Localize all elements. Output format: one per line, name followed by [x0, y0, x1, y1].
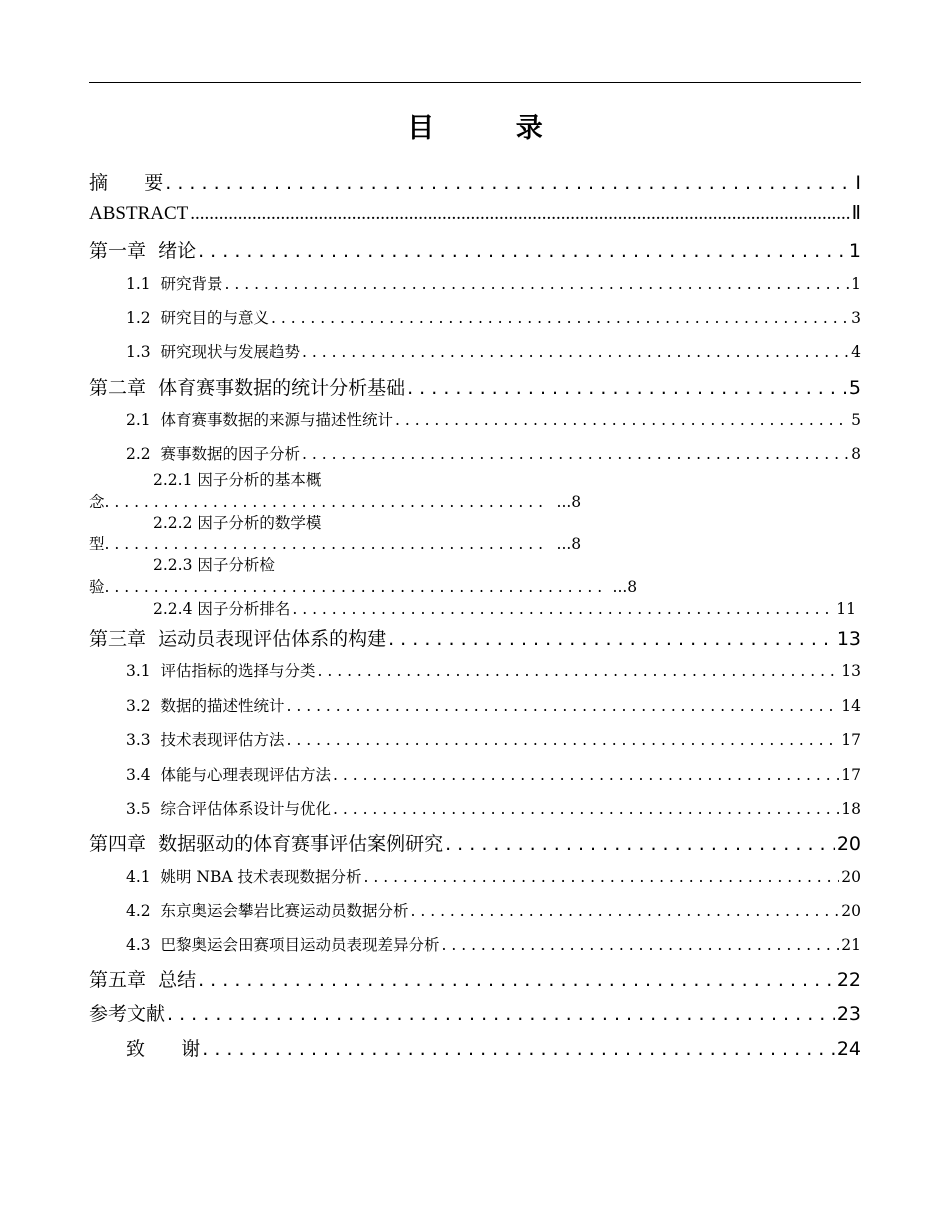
toc-entry-page: 17	[841, 731, 861, 749]
toc-entry-label: 1.3 研究现状与发展趋势	[126, 343, 301, 361]
toc-entry-page: 20	[836, 833, 861, 855]
toc-entry-label: 念	[89, 493, 105, 511]
toc-entry-subsection-2-2-4[interactable]	[153, 597, 856, 619]
toc-entry-label: 4.2 东京奥运会攀岩比赛运动员数据分析	[126, 902, 409, 920]
toc-entry-section-3-4[interactable]	[126, 763, 861, 785]
toc-entry-page: 11	[836, 600, 856, 618]
toc-entry-subsection-2-2-2-head[interactable]: 2.2.2 因子分析的数学模	[153, 514, 322, 532]
toc-entry-acknowledgements[interactable]	[126, 1034, 861, 1061]
toc-entry-page: 24	[836, 1038, 861, 1060]
toc-leader	[287, 731, 840, 749]
toc-entry-page: 20	[841, 868, 861, 886]
toc-leader	[333, 800, 839, 818]
toc-leader	[202, 1038, 835, 1060]
toc-leader	[190, 203, 849, 225]
toc-entry-abstract-cn[interactable]	[89, 168, 861, 195]
toc-entry-label: 2.1 体育赛事数据的来源与描述性统计	[126, 411, 394, 429]
toc-entry-page: 13	[836, 628, 861, 650]
toc-entry-page: 13	[841, 662, 861, 680]
toc-entry-page: ...8	[556, 493, 582, 511]
toc-entry-chapter-3[interactable]	[89, 624, 861, 651]
toc-leader	[318, 662, 840, 680]
toc-entry-section-4-1[interactable]	[126, 865, 861, 887]
toc-entry-page: 5	[848, 377, 861, 399]
toc-entry-section-4-2[interactable]	[126, 899, 861, 921]
toc-entry-label: 1.1 研究背景	[126, 275, 223, 293]
toc-leader	[165, 172, 853, 194]
toc-entry-subsection-2-2-1-tail[interactable]	[89, 490, 605, 512]
toc-leader	[105, 493, 545, 511]
toc-leader	[364, 868, 840, 886]
toc-entry-label: 第二章 体育赛事数据的统计分析基础	[89, 377, 406, 399]
toc-leader	[105, 535, 545, 553]
toc-entry-label: 4.1 姚明 NBA 技术表现数据分析	[126, 868, 362, 886]
toc-entry-page: ...8	[612, 578, 638, 596]
toc-entry-label: 3.5 综合评估体系设计与优化	[126, 800, 332, 818]
toc-entry-subsection-2-2-1-head[interactable]: 2.2.1 因子分析的基本概	[153, 471, 322, 489]
toc-leader	[292, 600, 834, 618]
toc-entry-page: Ⅱ	[851, 203, 861, 224]
toc-title: 目 录	[407, 113, 579, 144]
toc-entry-label: 3.3 技术表现评估方法	[126, 731, 285, 749]
toc-entry-abstract-en[interactable]	[89, 202, 861, 225]
toc-entry-references[interactable]	[89, 999, 861, 1026]
toc-entry-label: 参考文献	[89, 1003, 166, 1025]
toc-entry-page: 1	[848, 240, 861, 262]
toc-leader	[225, 275, 850, 293]
toc-entry-label: 第四章 数据驱动的体育赛事评估案例研究	[89, 833, 444, 855]
toc-entry-section-3-1[interactable]	[126, 659, 861, 681]
toc-entry-page: 5	[851, 411, 861, 429]
toc-entry-section-1-3[interactable]	[126, 340, 861, 362]
toc-leader	[333, 766, 839, 784]
toc-entry-chapter-4[interactable]	[89, 829, 861, 856]
toc-entry-section-1-2[interactable]	[126, 306, 861, 328]
toc-entry-label: 第三章 运动员表现评估体系的构建	[89, 628, 387, 650]
toc-entry-label: ABSTRACT	[89, 203, 189, 224]
toc-leader	[445, 833, 835, 855]
toc-entry-label: 3.2 数据的描述性统计	[126, 697, 285, 715]
toc-entry-label: 验	[89, 578, 105, 596]
toc-entry-section-4-3[interactable]	[126, 933, 861, 955]
toc-entry-subsection-2-2-2-tail[interactable]	[89, 532, 605, 554]
toc-entry-label: 第一章 绪论	[89, 240, 197, 262]
toc-entry-label: 2.2.4 因子分析排名	[153, 600, 291, 618]
toc-leader	[271, 309, 849, 327]
toc-leader	[442, 936, 840, 954]
toc-leader	[302, 343, 849, 361]
toc-entry-section-1-1[interactable]	[126, 272, 861, 294]
toc-entry-label: 1.2 研究目的与意义	[126, 309, 270, 327]
toc-entry-page: 3	[851, 309, 861, 327]
toc-entry-label: 摘 要	[89, 172, 164, 194]
toc-entry-chapter-2[interactable]	[89, 373, 861, 400]
toc-leader	[105, 578, 601, 596]
toc-leader	[198, 969, 835, 991]
header-rule	[89, 82, 861, 83]
toc-entry-label: 4.3 巴黎奥运会田赛项目运动员表现差异分析	[126, 936, 440, 954]
toc-entry-section-2-2[interactable]	[126, 442, 861, 464]
toc-leader	[395, 411, 849, 429]
toc-entry-page: 20	[841, 902, 861, 920]
toc-entry-page: 21	[841, 936, 861, 954]
toc-entry-page: 22	[836, 969, 861, 991]
toc-entry-section-3-3[interactable]	[126, 728, 861, 750]
toc-entry-label: 致 谢	[126, 1038, 201, 1060]
toc-entry-page: 18	[841, 800, 861, 818]
toc-entry-subsection-2-2-3-head[interactable]: 2.2.3 因子分析检	[153, 556, 275, 574]
toc-entry-page: 14	[841, 697, 861, 715]
toc-entry-label: 型	[89, 535, 105, 553]
toc-entry-page: 23	[836, 1003, 861, 1025]
toc-entry-section-3-5[interactable]	[126, 797, 861, 819]
toc-entry-page: 17	[841, 766, 861, 784]
toc-leader	[407, 377, 847, 399]
toc-entry-page: ...8	[556, 535, 582, 553]
toc-entry-chapter-5[interactable]	[89, 965, 861, 992]
toc-leader	[287, 697, 840, 715]
toc-entry-page: Ⅰ	[855, 172, 861, 194]
toc-leader	[302, 445, 849, 463]
toc-entry-section-2-1[interactable]	[126, 408, 861, 430]
toc-leader	[198, 240, 847, 262]
toc-entry-label: 3.1 评估指标的选择与分类	[126, 662, 316, 680]
toc-entry-subsection-2-2-3-tail[interactable]	[89, 575, 661, 597]
toc-entry-label: 第五章 总结	[89, 969, 197, 991]
toc-leader	[167, 1003, 835, 1025]
toc-entry-chapter-1[interactable]	[89, 236, 861, 263]
toc-entry-page: 8	[851, 445, 861, 463]
toc-entry-label: 2.2 赛事数据的因子分析	[126, 445, 301, 463]
toc-entry-page: 1	[851, 275, 861, 293]
toc-leader	[411, 902, 840, 920]
toc-entry-page: 4	[851, 343, 861, 361]
toc-entry-section-3-2[interactable]	[126, 694, 861, 716]
toc-leader	[388, 628, 835, 650]
toc-entry-label: 3.4 体能与心理表现评估方法	[126, 766, 332, 784]
